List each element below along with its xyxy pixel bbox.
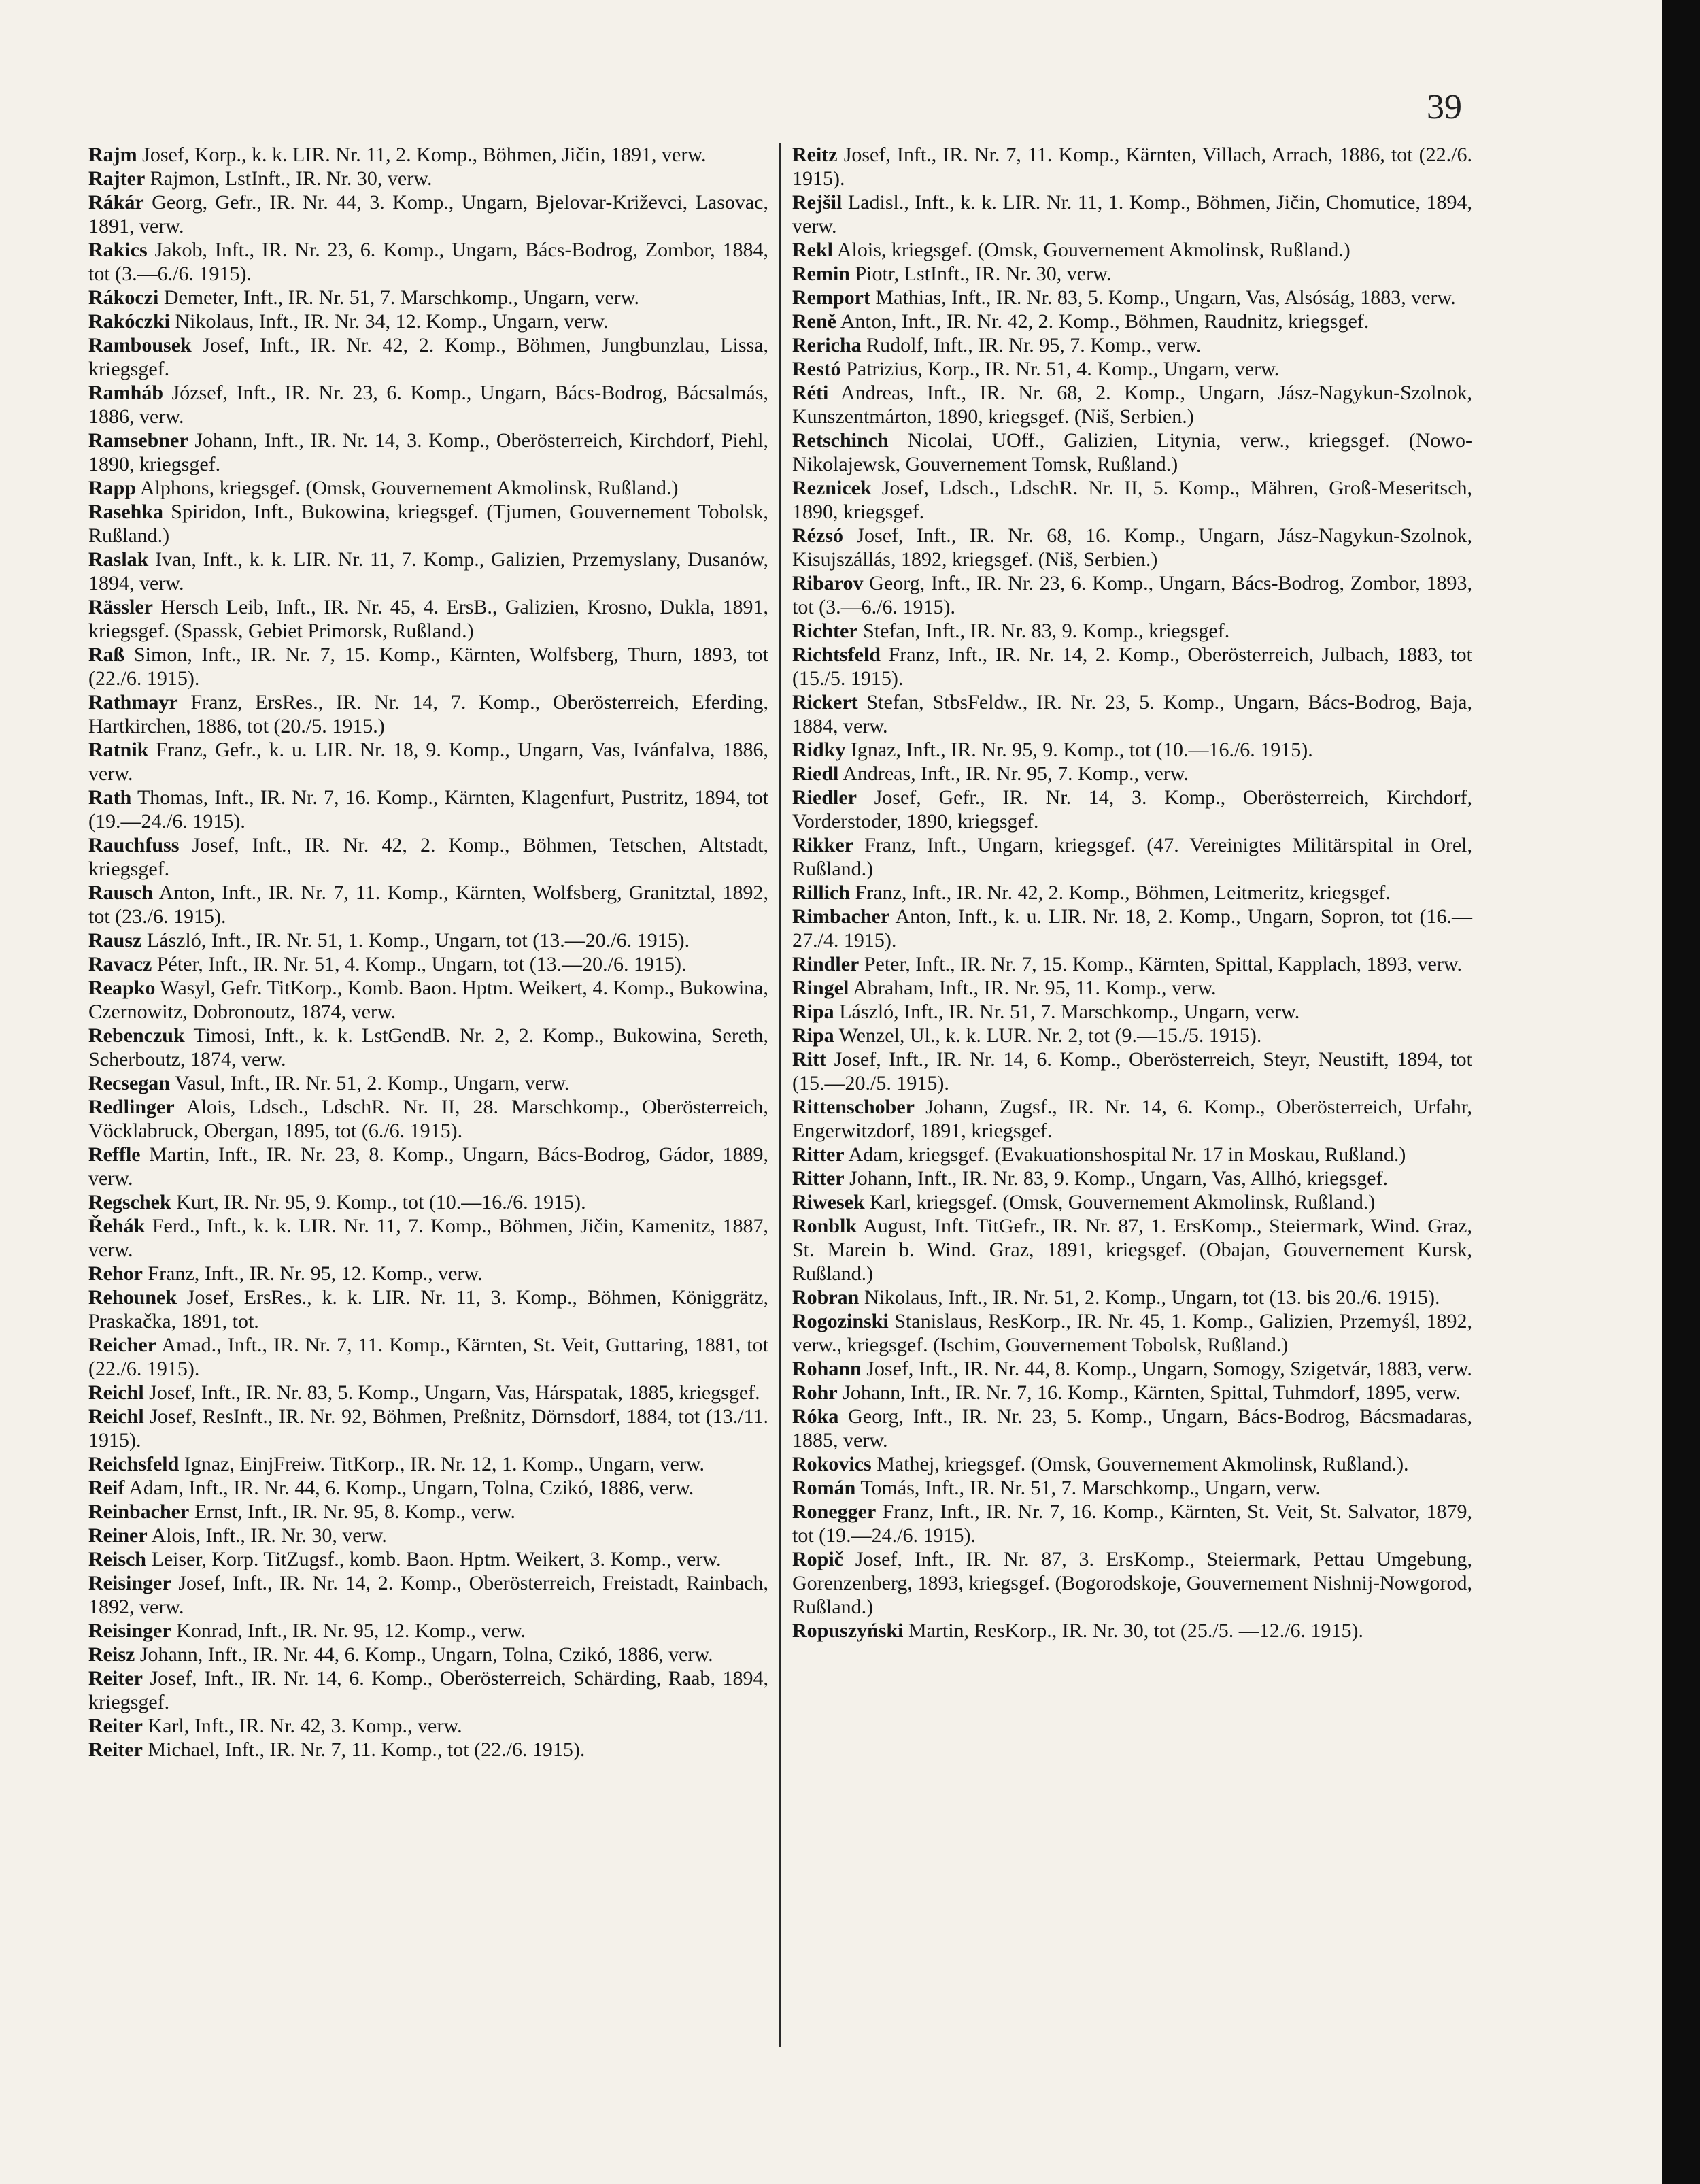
entry-surname: Rejšil (792, 191, 843, 214)
entry-details: Wenzel, Ul., k. k. LUR. Nr. 2, tot (9.—15./5. 1915). (838, 1024, 1262, 1047)
entry-surname: Ramháb (88, 382, 164, 404)
register-entry (88, 381, 768, 429)
register-entry (88, 881, 768, 928)
entry-surname: Ripa (792, 1024, 834, 1047)
register-entry (792, 1452, 1472, 1476)
entry-details: Timosi, Inft., k. k. LstGendB. Nr. 2, 2. Komp., Bukowina, Sereth, Scherboutz, 1874, verw. (88, 1024, 768, 1071)
entry-surname: Rimbacher (792, 905, 890, 928)
register-entry (792, 1214, 1472, 1286)
register-entry (88, 1024, 768, 1071)
entry-details: Adam, Inft., IR. Nr. 44, 6. Komp., Ungarn, Tolna, Czikó, 1886, verw. (129, 1477, 694, 1499)
entry-surname: Reisch (88, 1548, 146, 1570)
entry-surname: Ribarov (792, 572, 864, 594)
register-entry (88, 1619, 768, 1643)
entry-surname: Rekl (792, 239, 833, 261)
register-entry (88, 1738, 768, 1762)
entry-surname: Reznicek (792, 477, 872, 499)
register-entry (792, 190, 1472, 238)
entry-surname: Reiner (88, 1524, 148, 1547)
entry-details: Michael, Inft., IR. Nr. 7, 11. Komp., tot (22./6. 1915). (148, 1738, 585, 1761)
entry-details: Franz, Gefr., k. u. LIR. Nr. 18, 9. Komp., Ungarn, Vas, Ivánfalva, 1886, verw. (88, 739, 768, 785)
entry-details: Leiser, Korp. TitZugsf., komb. Baon. Hptm. Weikert, 3. Komp., verw. (151, 1548, 721, 1570)
entry-surname: Raß (88, 643, 125, 666)
register-entry (88, 1286, 768, 1333)
entry-details: Piotr, LstInft., IR. Nr. 30, verw. (855, 263, 1112, 285)
entry-surname: Rikker (792, 834, 853, 856)
register-entry (88, 928, 768, 952)
entry-surname: Reiter (88, 1667, 143, 1690)
register-entry (88, 833, 768, 881)
entry-details: Stefan, Inft., IR. Nr. 83, 9. Komp., kriegsgef. (863, 620, 1230, 642)
register-entry (792, 238, 1472, 262)
register-entry (792, 1047, 1472, 1095)
register-entry (88, 1381, 768, 1405)
entry-details: Thomas, Inft., IR. Nr. 7, 16. Komp., Kärnten, Klagenfurt, Pustritz, 1894, tot (19.—24./6. 1915). (88, 786, 768, 833)
entry-details: Franz, Inft., IR. Nr. 42, 2. Komp., Böhmen, Leitmeritz, kriegsgef. (855, 881, 1391, 904)
register-entry (792, 1024, 1472, 1047)
entry-surname: Rambousek (88, 334, 192, 356)
entry-details: Ignaz, Inft., IR. Nr. 95, 9. Komp., tot (10.—16./6. 1915). (850, 739, 1313, 761)
entry-surname: Rauchfuss (88, 834, 180, 856)
entry-surname: Ronblk (792, 1215, 857, 1237)
register-entry (88, 1524, 768, 1547)
register-entry (88, 333, 768, 381)
entry-details: Karl, Inft., IR. Nr. 42, 3. Komp., verw. (148, 1715, 462, 1737)
entry-surname: Rathmayr (88, 691, 178, 713)
register-entry (792, 1476, 1472, 1500)
entry-surname: Rajter (88, 167, 146, 190)
entry-details: Josef, Inft., IR. Nr. 83, 5. Komp., Ungarn, Vas, Hárspatak, 1885, kriegsgef. (149, 1381, 760, 1404)
register-entry (792, 1166, 1472, 1190)
entry-surname: Reichl (88, 1381, 144, 1404)
entry-surname: Rasehka (88, 501, 164, 523)
entry-surname: Ringel (792, 977, 849, 999)
entry-details: Josef, Inft., IR. Nr. 87, 3. ErsKomp., Steiermark, Pettau Umgebung, Gorenzenberg, 1893, kriegsgef. (Bogorodskoje, Gouvernement Nishnij-Nowgorod, Rußland.) (792, 1548, 1472, 1618)
register-entry (792, 1381, 1472, 1405)
entry-details: Josef, ErsRes., k. k. LIR. Nr. 11, 3. Komp., Böhmen, Königgrätz, Praskačka, 1891, tot. (88, 1286, 768, 1332)
register-entry (88, 1405, 768, 1452)
entry-surname: Reffle (88, 1143, 141, 1166)
entry-surname: Ratnik (88, 739, 149, 761)
register-entry (792, 976, 1472, 1000)
entry-details: Nicolai, UOff., Galizien, Litynia, verw., kriegsgef. (Nowo-Nikolajewsk, Gouvernement Tomsk, Rußland.) (792, 429, 1472, 475)
entry-details: Alphons, kriegsgef. (Omsk, Gouvernement Akmolinsk, Rußland.) (139, 477, 679, 499)
register-entry (792, 881, 1472, 905)
entry-details: Demeter, Inft., IR. Nr. 51, 7. Marschkomp., Ungarn, verw. (163, 286, 640, 309)
register-entry (792, 738, 1472, 762)
entry-details: Johann, Inft., IR. Nr. 14, 3. Komp., Oberösterreich, Kirchdorf, Piehl, 1890, kriegsgef. (88, 429, 768, 475)
scan-border (1662, 0, 1700, 2184)
entry-details: József, Inft., IR. Nr. 23, 6. Komp., Ungarn, Bács-Bodrog, Bácsalmás, 1886, verw. (88, 382, 768, 428)
entry-details: Josef, Inft., IR. Nr. 7, 11. Komp., Kärnten, Villach, Arrach, 1886, tot (22./6. 1915). (792, 144, 1472, 190)
register-entry (88, 1071, 768, 1095)
entry-surname: Ramsebner (88, 429, 188, 452)
entry-surname: Retschinch (792, 429, 889, 452)
entry-surname: Regschek (88, 1191, 171, 1213)
register-entry (792, 1619, 1472, 1643)
entry-details: Josef, Inft., IR. Nr. 44, 8. Komp., Ungarn, Somogy, Szigetvár, 1883, verw. (866, 1358, 1472, 1380)
entry-details: Anton, Inft., k. u. LIR. Nr. 18, 2. Komp., Ungarn, Sopron, tot (16.—27./4. 1915). (792, 905, 1472, 952)
entry-surname: Rickert (792, 691, 858, 713)
register-entry (88, 786, 768, 833)
entry-surname: Rausz (88, 929, 142, 952)
entry-details: Stanislaus, ResKorp., IR. Nr. 45, 1. Komp., Galizien, Przemyśl, 1892, verw., kriegsgef. (Ischim, Gouvernement Tobolsk, Rußland.) (792, 1310, 1472, 1356)
register-entry (88, 738, 768, 786)
entry-details: Franz, Inft., IR. Nr. 14, 2. Komp., Oberösterreich, Julbach, 1883, tot (15./5. 1915). (792, 643, 1472, 690)
column-divider (779, 143, 781, 2047)
entry-details: Rudolf, Inft., IR. Nr. 95, 7. Komp., verw. (866, 334, 1202, 356)
register-entry (792, 143, 1472, 190)
entry-surname: Rausch (88, 881, 154, 904)
register-entry (792, 619, 1472, 643)
entry-surname: Román (792, 1477, 856, 1499)
register-entry (88, 1714, 768, 1738)
entry-details: Jakob, Inft., IR. Nr. 23, 6. Komp., Ungarn, Bács-Bodrog, Zombor, 1884, tot (3.—6./6. 1915). (88, 239, 769, 285)
register-entry (88, 1190, 768, 1214)
entry-surname: Ropuszyński (792, 1619, 904, 1642)
entry-details: Anton, Inft., IR. Nr. 7, 11. Komp., Kärnten, Wolfsberg, Granitztal, 1892, tot (23./6. 1915). (88, 881, 768, 928)
entry-surname: Remport (792, 286, 870, 309)
entry-surname: Recsegan (88, 1072, 170, 1094)
entry-details: Ferd., Inft., k. k. LIR. Nr. 11, 7. Komp., Böhmen, Jičin, Kamenitz, 1887, verw. (88, 1215, 768, 1261)
entry-surname: Remin (792, 263, 850, 285)
register-entry (88, 429, 768, 476)
entry-surname: Reisz (88, 1643, 135, 1666)
entry-details: Tomás, Inft., IR. Nr. 51, 7. Marschkomp., Ungarn, verw. (860, 1477, 1321, 1499)
register-entry (88, 1571, 768, 1619)
register-entry (88, 167, 768, 190)
entry-details: Nikolaus, Inft., IR. Nr. 34, 12. Komp., Ungarn, verw. (175, 310, 609, 333)
register-entry (792, 1143, 1472, 1166)
entry-surname: Robran (792, 1286, 860, 1309)
register-entry (88, 476, 768, 500)
entry-details: Karl, kriegsgef. (Omsk, Gouvernement Akmolinsk, Rußland.) (870, 1191, 1376, 1213)
entry-surname: Reichl (88, 1405, 144, 1428)
entry-details: Martin, Inft., IR. Nr. 23, 8. Komp., Ungarn, Bács-Bodrog, Gádor, 1889, verw. (88, 1143, 768, 1190)
entry-surname: Rakics (88, 239, 148, 261)
register-entry (88, 500, 768, 548)
entry-details: Péter, Inft., IR. Nr. 51, 4. Komp., Ungarn, tot (13.—20./6. 1915). (156, 953, 687, 975)
register-entry (792, 1547, 1472, 1619)
entry-surname: Reisinger (88, 1572, 171, 1594)
entry-surname: Ridky (792, 739, 846, 761)
entry-surname: Rokovics (792, 1453, 872, 1475)
entry-details: Mathias, Inft., IR. Nr. 83, 5. Komp., Ungarn, Vas, Alsóság, 1883, verw. (875, 286, 1456, 309)
register-entry (88, 643, 768, 690)
entry-details: Johann, Zugsf., IR. Nr. 14, 6. Komp., Oberösterreich, Urfahr, Engerwitzdorf, 1891, kriegsgef. (792, 1096, 1472, 1142)
entry-details: Vasul, Inft., IR. Nr. 51, 2. Komp., Ungarn, verw. (174, 1072, 570, 1094)
register-entry (88, 1666, 768, 1714)
entry-details: Andreas, Inft., IR. Nr. 95, 7. Komp., verw. (843, 762, 1189, 785)
register-entry (88, 190, 768, 238)
register-entry (792, 1095, 1472, 1143)
register-entry (792, 1000, 1472, 1024)
register-entry (88, 286, 768, 309)
entry-details: Ernst, Inft., IR. Nr. 95, 8. Komp., verw. (194, 1500, 515, 1523)
entry-surname: Rebenczuk (88, 1024, 185, 1047)
register-entry (792, 1190, 1472, 1214)
register-entry (88, 1643, 768, 1666)
register-entry (88, 309, 768, 333)
register-entry (88, 952, 768, 976)
entry-surname: Ronegger (792, 1500, 877, 1523)
entry-surname: Ritter (792, 1143, 845, 1166)
register-entry (792, 1309, 1472, 1357)
register-entry (792, 476, 1472, 524)
entry-surname: Reicher (88, 1334, 156, 1356)
entry-surname: Reisinger (88, 1619, 171, 1642)
entry-details: Adam, kriegsgef. (Evakuationshospital Nr. 17 in Moskau, Rußland.) (848, 1143, 1406, 1166)
entry-surname: Reitz (792, 144, 838, 166)
entry-surname: Ritter (792, 1167, 845, 1190)
entry-details: Mathej, kriegsgef. (Omsk, Gouvernement Akmolinsk, Rußland.). (877, 1453, 1409, 1475)
entry-surname: Richter (792, 620, 858, 642)
left-column (88, 143, 768, 1762)
register-entry (792, 381, 1472, 429)
register-entry (792, 1500, 1472, 1547)
entry-surname: Rehounek (88, 1286, 177, 1309)
register-entry (88, 238, 768, 286)
register-entry (792, 333, 1472, 357)
entry-surname: Rogozinski (792, 1310, 889, 1332)
entry-details: Georg, Gefr., IR. Nr. 44, 3. Komp., Ungarn, Bjelovar-Križevci, Lasovac, 1891, verw. (88, 191, 769, 237)
entry-surname: Reně (792, 310, 836, 333)
entry-details: Josef, Ldsch., LdschR. Nr. II, 5. Komp., Mähren, Groß-Meseritsch, 1890, kriegsgef. (792, 477, 1473, 523)
entry-details: Georg, Inft., IR. Nr. 23, 5. Komp., Ungarn, Bács-Bodrog, Bácsmadaras, 1885, verw. (792, 1405, 1472, 1451)
entry-details: Josef, Korp., k. k. LIR. Nr. 11, 2. Komp., Böhmen, Jičin, 1891, verw. (142, 144, 707, 166)
entry-surname: Ritt (792, 1048, 826, 1071)
right-column (792, 143, 1472, 1643)
register-entry (792, 905, 1472, 952)
entry-details: Franz, Inft., IR. Nr. 7, 16. Komp., Kärnten, St. Veit, St. Salvator, 1879, tot (19.—24./6. 1915). (792, 1500, 1473, 1547)
register-entry (88, 1214, 768, 1262)
entry-details: Wasyl, Gefr. TitKorp., Komb. Baon. Hptm. Weikert, 4. Komp., Bukowina, Czernowitz, Dobronoutz, 1874, verw. (88, 977, 768, 1023)
entry-details: Franz, ErsRes., IR. Nr. 14, 7. Komp., Oberösterreich, Eferding, Hartkirchen, 1886, tot (20./5. 1915.) (88, 691, 769, 737)
entry-details: Josef, Inft., IR. Nr. 42, 2. Komp., Böhmen, Jungbunzlau, Lissa, kriegsgef. (88, 334, 768, 380)
register-entry (792, 357, 1472, 381)
entry-surname: Reichsfeld (88, 1453, 180, 1475)
entry-details: Josef, Inft., IR. Nr. 68, 16. Komp., Ungarn, Jász-Nagykun-Szolnok, Kisujszállás, 1892, kriegsgef. (Niš, Serbien.) (792, 524, 1473, 571)
entry-surname: Rézsó (792, 524, 843, 547)
register-entry (792, 690, 1472, 738)
register-entry (792, 429, 1472, 476)
entry-surname: Riedl (792, 762, 839, 785)
register-entry (88, 143, 768, 167)
register-entry (792, 833, 1472, 881)
register-entry (792, 762, 1472, 786)
entry-surname: Rajm (88, 144, 137, 166)
register-entry (792, 952, 1472, 976)
entry-details: Johann, Inft., IR. Nr. 83, 9. Komp., Ungarn, Vas, Allhó, kriegsgef. (849, 1167, 1388, 1190)
entry-surname: Rakóczki (88, 310, 170, 333)
entry-surname: Rehor (88, 1262, 143, 1285)
register-entry (88, 548, 768, 595)
register-entry (792, 643, 1472, 690)
entry-details: Josef, ResInft., IR. Nr. 92, Böhmen, Preßnitz, Dörnsdorf, 1884, tot (13./11. 1915). (88, 1405, 768, 1451)
entry-details: Georg, Inft., IR. Nr. 23, 6. Komp., Ungarn, Bács-Bodrog, Zombor, 1893, tot (3.—6./6. 1915). (792, 572, 1472, 618)
entry-details: Josef, Inft., IR. Nr. 14, 6. Komp., Oberösterreich, Schärding, Raab, 1894, kriegsgef. (88, 1667, 769, 1713)
entry-surname: Richtsfeld (792, 643, 881, 666)
entry-surname: Rässler (88, 596, 153, 618)
entry-surname: Rohr (792, 1381, 838, 1404)
entry-details: Franz, Inft., Ungarn, kriegsgef. (47. Vereinigtes Militärspital in Orel, Rußland.) (792, 834, 1473, 880)
register-entry (88, 1262, 768, 1286)
entry-details: Ignaz, EinjFreiw. TitKorp., IR. Nr. 12, 1. Komp., Ungarn, verw. (184, 1453, 705, 1475)
entry-surname: Róka (792, 1405, 839, 1428)
entry-details: Josef, Inft., IR. Nr. 14, 6. Komp., Oberösterreich, Steyr, Neustift, 1894, tot (15.—20./5. 1915). (792, 1048, 1472, 1094)
register-entry (792, 1405, 1472, 1452)
entry-details: Johann, Inft., IR. Nr. 7, 16. Komp., Kärnten, Spittal, Tuhmdorf, 1895, verw. (843, 1381, 1461, 1404)
entry-surname: Ripa (792, 1001, 834, 1023)
register-entry (792, 262, 1472, 286)
entry-surname: Rillich (792, 881, 851, 904)
entry-details: Peter, Inft., IR. Nr. 7, 15. Komp., Kärnten, Spittal, Kapplach, 1893, verw. (864, 953, 1463, 975)
entry-details: Anton, Inft., IR. Nr. 42, 2. Komp., Böhmen, Raudnitz, kriegsgef. (840, 310, 1370, 333)
register-entry (792, 309, 1472, 333)
entry-surname: Reinbacher (88, 1500, 190, 1523)
entry-details: László, Inft., IR. Nr. 51, 1. Komp., Ungarn, tot (13.—20./6. 1915). (146, 929, 690, 952)
entry-surname: Řehák (88, 1215, 146, 1237)
entry-surname: Reiter (88, 1738, 143, 1761)
entry-details: Franz, Inft., IR. Nr. 95, 12. Komp., verw. (148, 1262, 483, 1285)
entry-details: Spiridon, Inft., Bukowina, kriegsgef. (Tjumen, Gouvernement Tobolsk, Rußland.) (88, 501, 768, 547)
entry-surname: Rindler (792, 953, 860, 975)
entry-details: Hersch Leib, Inft., IR. Nr. 45, 4. ErsB., Galizien, Krosno, Dukla, 1891, kriegsgef. (Spassk, Gebiet Primorsk, Rußland.) (88, 596, 769, 642)
register-entry (88, 1143, 768, 1190)
entry-details: Stefan, StbsFeldw., IR. Nr. 23, 5. Komp., Ungarn, Bács-Bodrog, Baja, 1884, verw. (792, 691, 1472, 737)
entry-details: László, Inft., IR. Nr. 51, 7. Marschkomp., Ungarn, verw. (839, 1001, 1300, 1023)
entry-surname: Rohann (792, 1358, 862, 1380)
register-entry (88, 595, 768, 643)
entry-surname: Rath (88, 786, 132, 809)
entry-details: Andreas, Inft., IR. Nr. 68, 2. Komp., Ungarn, Jász-Nagykun-Szolnok, Kunszentmárton, 1890, kriegsgef. (Niš, Serbien.) (792, 382, 1472, 428)
entry-surname: Raslak (88, 548, 149, 571)
entry-surname: Redlinger (88, 1096, 175, 1118)
entry-details: Johann, Inft., IR. Nr. 44, 6. Komp., Ungarn, Tolna, Czikó, 1886, verw. (139, 1643, 713, 1666)
entry-details: Rajmon, LstInft., IR. Nr. 30, verw. (150, 167, 432, 190)
register-entry (88, 1452, 768, 1476)
register-entry (88, 690, 768, 738)
entry-surname: Restó (792, 358, 841, 380)
entry-details: Alois, Inft., IR. Nr. 30, verw. (151, 1524, 387, 1547)
register-entry (792, 286, 1472, 309)
entry-surname: Rákár (88, 191, 144, 214)
register-entry (792, 786, 1472, 833)
entry-details: Ivan, Inft., k. k. LIR. Nr. 11, 7. Komp., Galizien, Przemyslany, Dusanów, 1894, verw. (88, 548, 768, 594)
entry-details: Simon, Inft., IR. Nr. 7, 15. Komp., Kärnten, Wolfsberg, Thurn, 1893, tot (22./6. 1915). (88, 643, 768, 690)
entry-surname: Rericha (792, 334, 862, 356)
entry-details: Josef, Inft., IR. Nr. 14, 2. Komp., Oberösterreich, Freistadt, Rainbach, 1892, verw. (88, 1572, 768, 1618)
register-entry (88, 1333, 768, 1381)
entry-surname: Riwesek (792, 1191, 865, 1213)
entry-surname: Reif (88, 1477, 125, 1499)
entry-details: Patrizius, Korp., IR. Nr. 51, 4. Komp., Ungarn, verw. (846, 358, 1280, 380)
register-entry (88, 1476, 768, 1500)
entry-details: Josef, Inft., IR. Nr. 42, 2. Komp., Böhmen, Tetschen, Altstadt, kriegsgef. (88, 834, 768, 880)
entry-surname: Ravacz (88, 953, 152, 975)
entry-details: Ladisl., Inft., k. k. LIR. Nr. 11, 1. Komp., Böhmen, Jičin, Chomutice, 1894, verw. (792, 191, 1473, 237)
entry-details: Abraham, Inft., IR. Nr. 95, 11. Komp., verw. (853, 977, 1217, 999)
entry-surname: Riedler (792, 786, 857, 809)
entry-surname: Reiter (88, 1715, 143, 1737)
entry-details: Martin, ResKorp., IR. Nr. 30, tot (25./5. —12./6. 1915). (908, 1619, 1364, 1642)
register-entry (792, 571, 1472, 619)
entry-surname: Ropič (792, 1548, 843, 1570)
register-entry (88, 976, 768, 1024)
entry-details: Amad., Inft., IR. Nr. 7, 11. Komp., Kärnten, St. Veit, Guttaring, 1881, tot (22./6. 1915). (88, 1334, 768, 1380)
entry-details: Josef, Gefr., IR. Nr. 14, 3. Komp., Oberösterreich, Kirchdorf, Vorderstoder, 1890, kriegsgef. (792, 786, 1472, 833)
entry-details: Nikolaus, Inft., IR. Nr. 51, 2. Komp., Ungarn, tot (13. bis 20./6. 1915). (864, 1286, 1440, 1309)
entry-surname: Réti (792, 382, 829, 404)
entry-details: Kurt, IR. Nr. 95, 9. Komp., tot (10.—16./6. 1915). (176, 1191, 586, 1213)
register-entry (792, 1286, 1472, 1309)
entry-details: August, Inft. TitGefr., IR. Nr. 87, 1. ErsKomp., Steiermark, Wind. Graz, St. Marein b. Wind. Graz, 1891, kriegsgef. (Obajan, Gouvernement Kursk, Rußland.) (792, 1215, 1472, 1285)
entry-surname: Rapp (88, 477, 137, 499)
entry-surname: Rákoczi (88, 286, 159, 309)
entry-surname: Reapko (88, 977, 156, 999)
page-number: 39 (1427, 88, 1462, 127)
entry-surname: Rittenschober (792, 1096, 915, 1118)
entry-details: Alois, Ldsch., LdschR. Nr. II, 28. Marschkomp., Oberösterreich, Vöcklabruck, Obergan, 1895, tot (6./6. 1915). (88, 1096, 768, 1142)
entry-details: Alois, kriegsgef. (Omsk, Gouvernement Akmolinsk, Rußland.) (836, 239, 1350, 261)
register-entry (792, 1357, 1472, 1381)
entry-details: Konrad, Inft., IR. Nr. 95, 12. Komp., verw. (176, 1619, 526, 1642)
register-entry (792, 524, 1472, 571)
register-entry (88, 1095, 768, 1143)
register-entry (88, 1547, 768, 1571)
register-entry (88, 1500, 768, 1524)
